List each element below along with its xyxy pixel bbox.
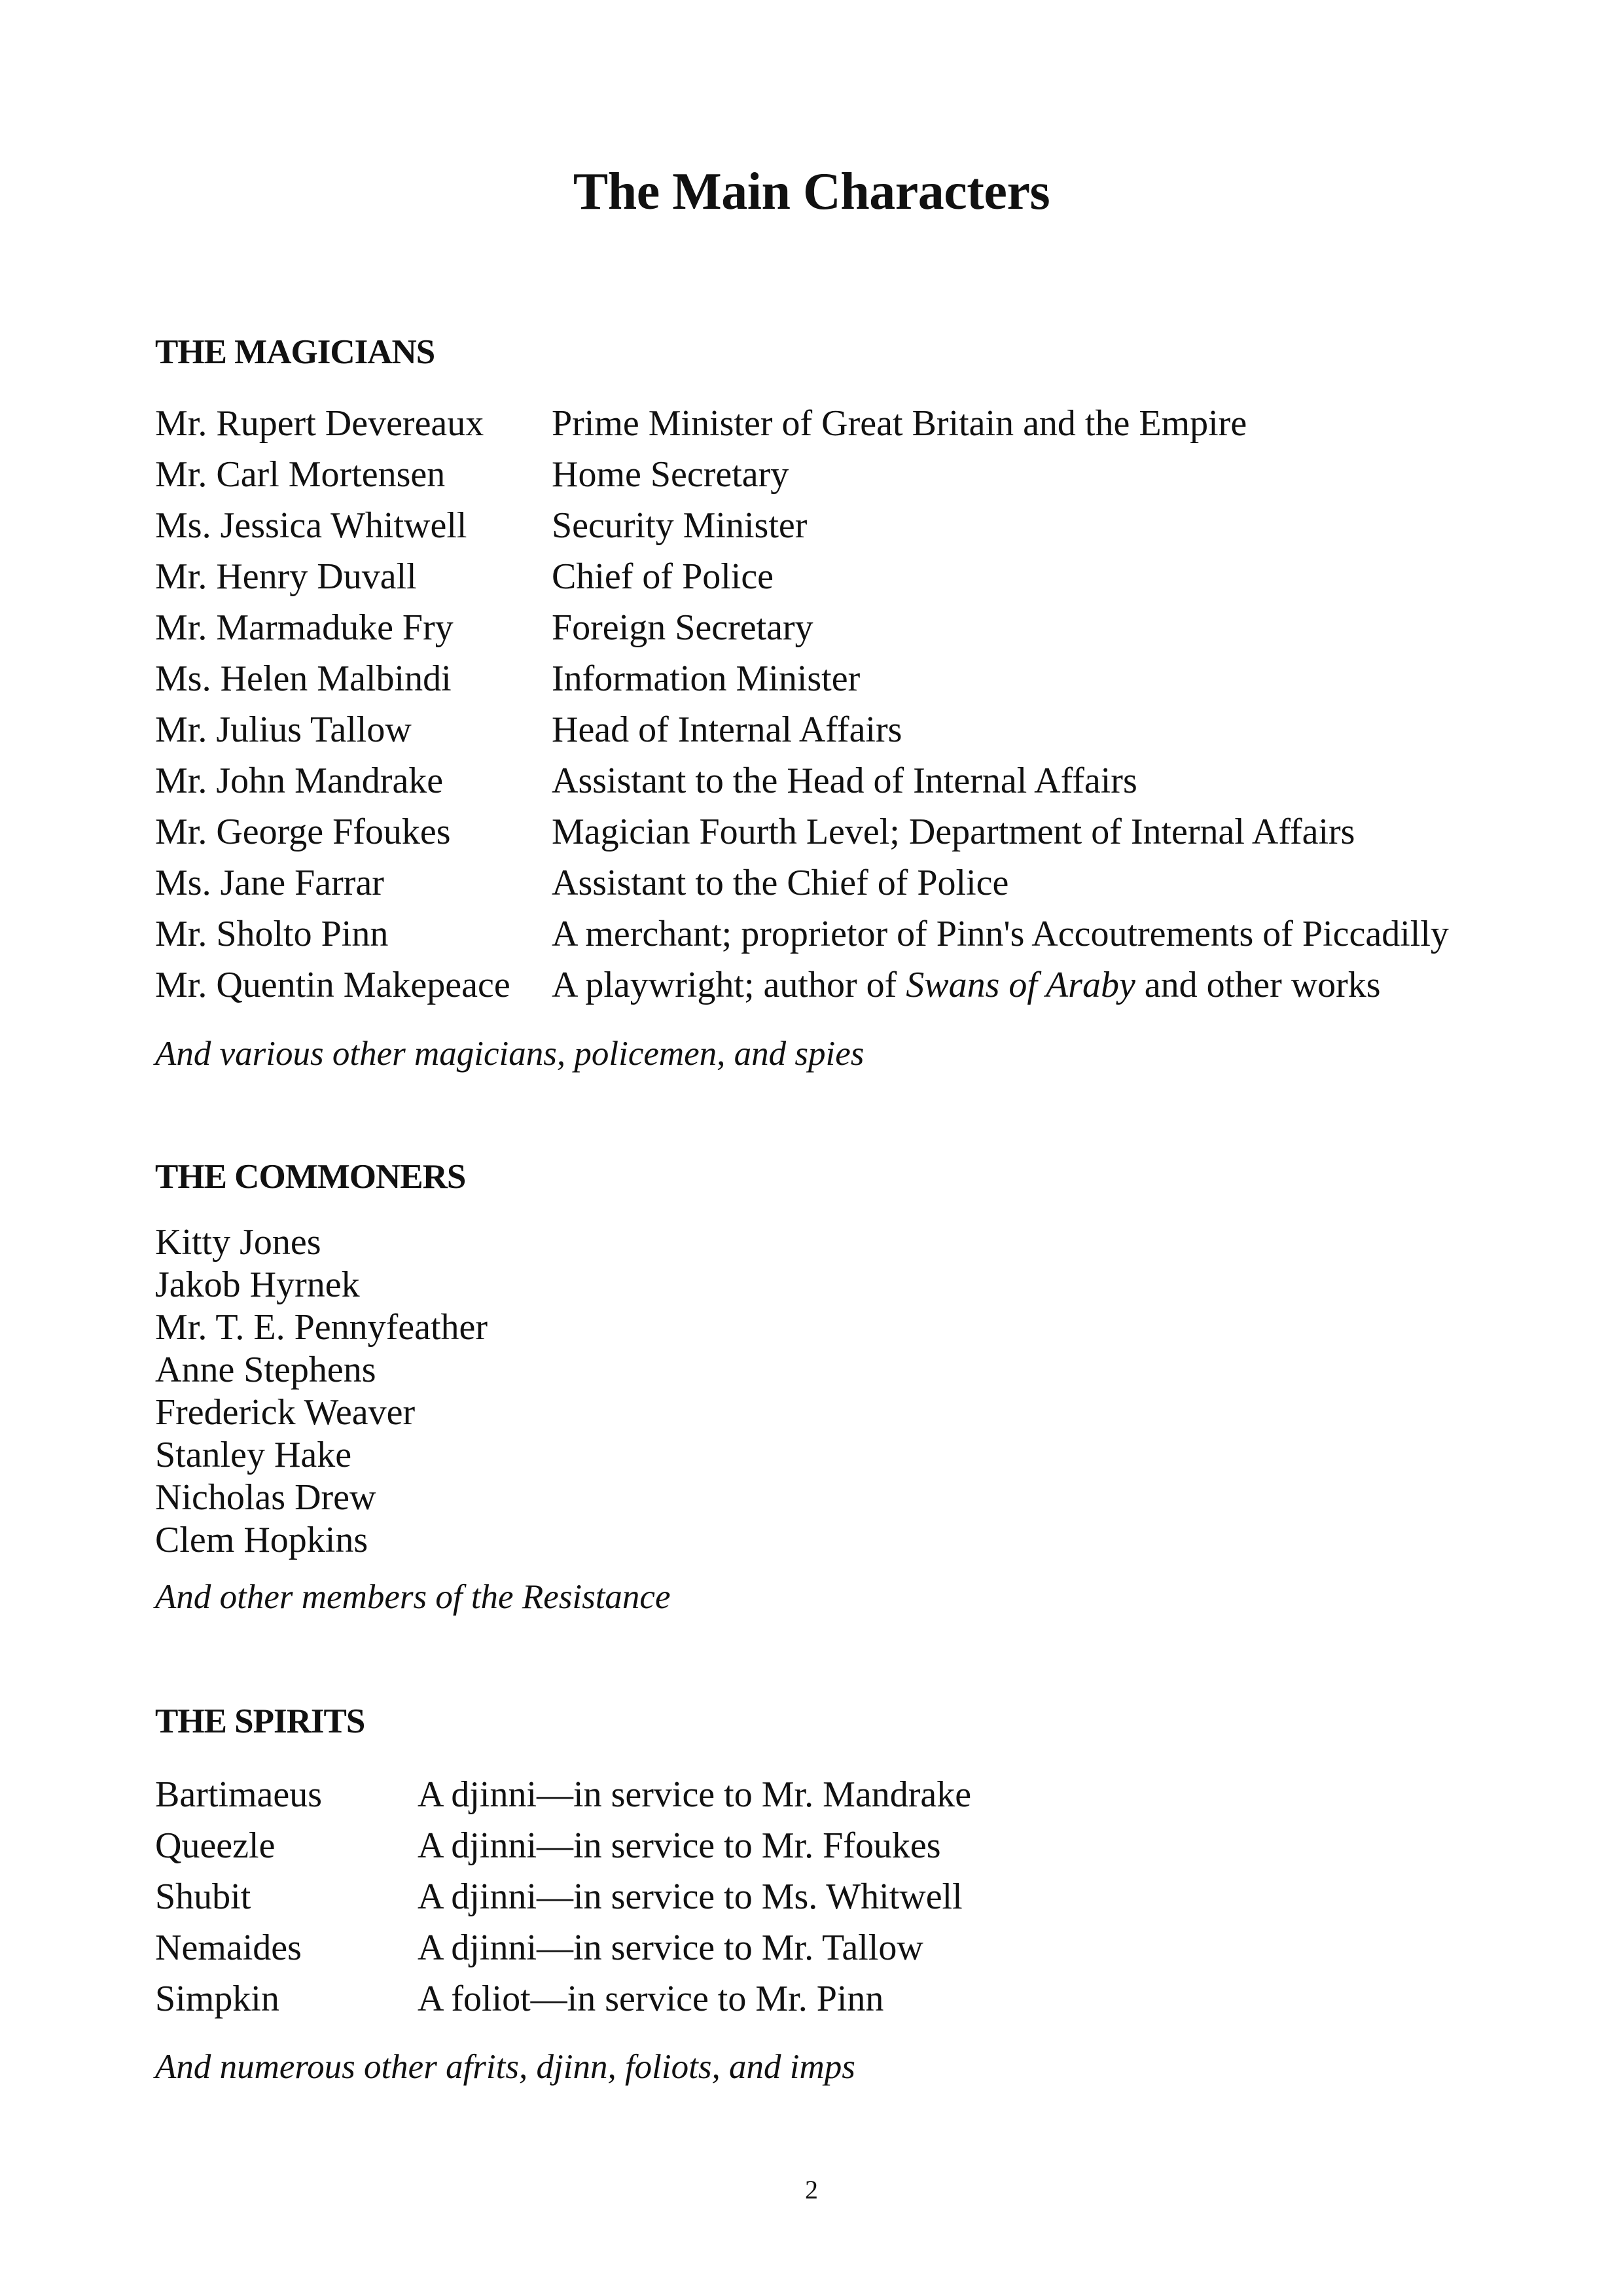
character-name: Mr. Henry Duvall <box>155 556 417 597</box>
commoners-note: And other members of the Resistance <box>155 1578 671 1616</box>
character-role: A djinni—in service to Mr. Mandrake <box>418 1774 972 1815</box>
commoner-name: Kitty Jones <box>155 1222 321 1263</box>
character-name: Mr. Carl Mortensen <box>155 454 446 495</box>
character-name: Bartimaeus <box>155 1774 323 1815</box>
character-name: Ms. Helen Malbindi <box>155 658 452 699</box>
page-number: 2 <box>805 2175 818 2204</box>
character-role: Security Minister <box>552 505 808 546</box>
section-heading-commoners: THE COMMONERS <box>155 1158 466 1196</box>
character-role: Head of Internal Affairs <box>552 709 902 750</box>
character-name: Queezle <box>155 1825 276 1866</box>
character-name: Mr. Rupert Devereaux <box>155 403 484 444</box>
commoner-name: Stanley Hake <box>155 1435 352 1475</box>
character-role: A djinni—in service to Mr. Tallow <box>418 1928 923 1968</box>
commoner-name: Clem Hopkins <box>155 1520 368 1560</box>
character-name: Mr. Quentin Makepeace <box>155 965 510 1005</box>
character-name: Simpkin <box>155 1979 279 2019</box>
character-name: Mr. Marmaduke Fry <box>155 607 454 648</box>
character-name: Ms. Jane Farrar <box>155 863 384 903</box>
character-role: A djinni—in service to Mr. Ffoukes <box>418 1825 941 1866</box>
character-name: Mr. John Mandrake <box>155 761 444 801</box>
work-title: Swans of Araby <box>906 965 1135 1005</box>
section-heading-magicians: THE MAGICIANS <box>155 333 435 371</box>
character-role: A foliot—in service to Mr. Pinn <box>418 1979 884 2019</box>
magicians-note: And various other magicians, policemen, and spies <box>155 1035 865 1073</box>
role-text: A playwright; author of <box>552 965 906 1005</box>
page-title: The Main Characters <box>573 163 1050 221</box>
character-role: Prime Minister of Great Britain and the Empire <box>552 403 1247 444</box>
character-role: Foreign Secretary <box>552 607 813 648</box>
character-name: Nemaides <box>155 1928 302 1968</box>
spirits-note: And numerous other afrits, djinn, foliots, and imps <box>155 2048 855 2086</box>
character-role: Assistant to the Head of Internal Affairs <box>552 761 1137 801</box>
section-heading-spirits: THE SPIRITS <box>155 1702 365 1740</box>
character-role: A merchant; proprietor of Pinn's Accoutrements of Piccadilly <box>552 914 1449 954</box>
character-role: Information Minister <box>552 658 861 699</box>
character-role: Chief of Police <box>552 556 774 597</box>
character-name: Mr. Sholto Pinn <box>155 914 389 954</box>
role-text: and other works <box>1135 965 1381 1005</box>
character-name: Mr. George Ffoukes <box>155 812 451 852</box>
character-name: Ms. Jessica Whitwell <box>155 505 467 546</box>
commoner-name: Anne Stephens <box>155 1350 376 1390</box>
character-role <box>552 960 1381 1011</box>
character-role: A djinni—in service to Ms. Whitwell <box>418 1876 963 1917</box>
character-role: Magician Fourth Level; Department of Internal Affairs <box>552 812 1355 852</box>
commoner-name: Jakob Hyrnek <box>155 1265 360 1305</box>
character-role: Assistant to the Chief of Police <box>552 863 1009 903</box>
character-name: Shubit <box>155 1876 251 1917</box>
commoner-name: Mr. T. E. Pennyfeather <box>155 1307 488 1348</box>
character-name: Mr. Julius Tallow <box>155 709 412 750</box>
commoner-name: Nicholas Drew <box>155 1477 376 1518</box>
commoner-name: Frederick Weaver <box>155 1392 416 1433</box>
character-role: Home Secretary <box>552 454 789 495</box>
